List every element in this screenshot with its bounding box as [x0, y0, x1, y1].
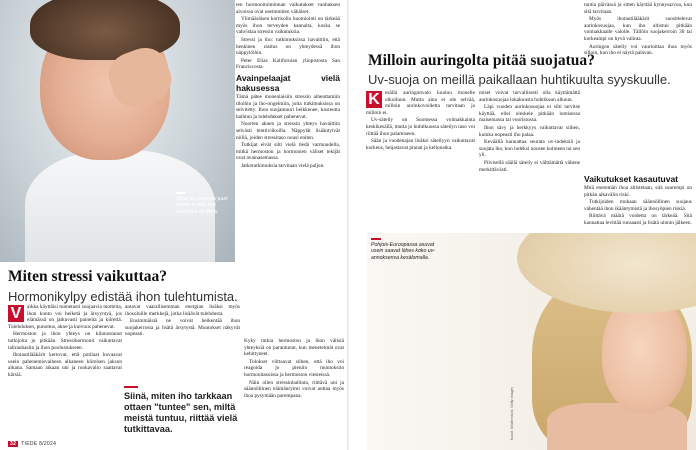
page-gutter	[347, 0, 349, 450]
right-column-3: tuntia päivässä ja sitten käyttää kynnysarvoa, kun sitä tarvitaan. Myös ihotautilääkärit suosittelevat aurinkosuojaa, kun iho altistuu pitkään voimakkaalle valolle. Tällöin suojakerroin 30 tai korkeampi on hyvä valinta. Auringon säteily voi vaurioittaa ihoa myös silloin, kun iho ei näytä palavan.	[584, 2, 692, 57]
right-column-3b: Vaikutukset kasautuvat Mitä enemmän ihoa altistetaan, sitä suurempi on pitkän aikavälin riski. Tutkijoiden mukaan säännöllinen suojaus vähentää ihon ikääntymistä ja ihosyöpien riskiä. Riittävä määrä voidetta on tärkeää. Sitä kannattaa levittää runsaasti ja lisätä uinnin jälkeen.	[584, 174, 692, 226]
right-column-1: K esällä auringonvalo kuuluu monelle ulkoiluun. Mutta aina ei ole selvää, milloin aurinkovoidetta tarvitaan ja milloin ei. Uv-säteily on Suomessa voimakkainta keskikesällä, mutta jo huhtikuussa säteilyn taso voi riittää ihon palamiseen. Sään ja vuodenajan lisäksi säteilyyn vaikuttavat korkeus, heijastavat pinnat ja kellonaika.	[366, 90, 475, 151]
photo-credit: Kuvat: Shutterstock, Getty Images	[510, 386, 514, 440]
left-column-3: Kyky tutkia hermoston ja ihon välisiä yhteyksiä on parantunut, kun menetelmät ovat kehittyneet. Tulokset viittaavat siihen, että iho voi reagoida jo pieniin muutoksiin hormonitasoissa ja hermoston viesteissä. Näin ollen stressinhallinta, riittävä uni ja säännöllinen elämänrytmi voivat auttaa myös ihoa pysymään parempana.	[244, 338, 344, 399]
right-column-2: miset voivat turvallisesti olla käyttämättä aurinkosuojaa lokakuusta huhtikuun alkuun. Läpi vuoden aurinkosuojaa ei silti tarvitse käyttää, ellei oleskele pitkään lumisessa maisemassa tai vuoristossa. Ihon sävy ja herkkyys vaikuttavat siihen, kuinka nopeasti iho palaa. Keväällä kannattaa seurata uv-indeksiä ja suojata iho, kun indeksi nousee kolmeen tai sen yli. Pilvisellä säällä säteily ei välttämättä vähene merkittävästi.	[479, 90, 580, 173]
dropcap-left: V	[8, 305, 24, 322]
subheading-right: Vaikutukset kasautuvat	[584, 174, 679, 184]
headline-left: Miten stressi vaikuttaa?	[8, 268, 168, 285]
folio-left: 32 TIEDE 8/2024	[10, 441, 57, 447]
sunhat-woman-photo	[367, 233, 696, 450]
dropcap-right: K	[366, 91, 382, 108]
acne-photo	[0, 0, 235, 262]
pullquote-left: Siinä, miten iho tarkkaan ottaen "tuntee" sen, miltä meistä tuntuu, riittää vielä tutkittavaa.	[124, 386, 239, 435]
subheading-left: Avainpelaajat vielä hakusessa	[236, 72, 340, 93]
photo-caption-left: Akne on pahempi juuri ennen tenttiä kun tunnelma on tiiviis.	[176, 192, 234, 215]
subheadline-left: Hormonikylpy edistää ihon tulehtumista.	[8, 289, 238, 304]
left-column-1: V aikka käyttäisi tunnetusti suojaavia tuotteita, ihon kunto voi heiketä ja ärsyyntyä, jos elämässä on jatkuvasti paineita ja kiirettä. Tulehdukset, punoitus, akne ja kuivuus pahenevat. Hermoston ja ihon yhteys on kiinnostanut tutkijoita jo pitkään. Stressihormonit vaikuttavat talirauhasiin ja ihon puolustukseen. Ihotautilääkärit kertovat, että potilaat kuvaavat usein pahenemisvaiheen alkaneen kiireisen jakson aikana. Samaan aikaan uni ja ruokavalio saattavat kärsiä.	[8, 304, 122, 378]
left-column-2: antavat vaarallisemman energian lisäksi myös ihosoluille merkkejä, jotka lisäävät tulehdusta. Ensimmäisiä ne voivat heikentää ihon suojakerrosta ja lisätä ärsytystä. Muutokset näkyvät nopeasti.	[125, 304, 240, 338]
left-column-top: ten hormonitoiminnan vaikutukset vanhuksen aivoissa ovat useimmiten vähäiset. Ylimääräisen kortisolin huomiointi on tärkeää myös ihon terveyden kannalta, koska se vahvistaa stressin vaikutuksia. Stressi ja iho: tutkimuksissa havaittiin, että henkinen rasitus on yhteydessä ihon näppylöihin. Peter Elias Kalifornian yliopistosta San Franciscosta. Avainpelaajat vielä hakusessa Tämä pätee monenlaisiin stressin aiheuttamiin tiloihin ja iho-ongelmiin, joita tutkimuksissa on selvitetty. Ihon suojamuuri heikkenee, kosteutta haihtuu ja tulehdukset pahenevat. Nuorten aknen ja stressin yhteys havaittiin selvästi tenttiviikoilla. Näppylät lisääntyivät niillä, joiden stressitaso nousi eniten. Tutkijat eivät silti vielä tiedä varmuudella, mitkä hermoston ja hormonien väliset tekijät ovat avainasemassa. Jatkotutkimuksia tarvitaan vielä paljon.	[236, 2, 340, 169]
photo-caption-right: Pohjois-Euroopassa asuvat usein saavat lähes koko uv-annoksensa kesälomalla.	[371, 238, 441, 261]
headline-right: Milloin auringolta pitää suojatua?	[368, 52, 595, 69]
subheadline-right: Uv-suoja on meillä paikallaan huhtikuulta syyskuulle.	[368, 72, 671, 87]
